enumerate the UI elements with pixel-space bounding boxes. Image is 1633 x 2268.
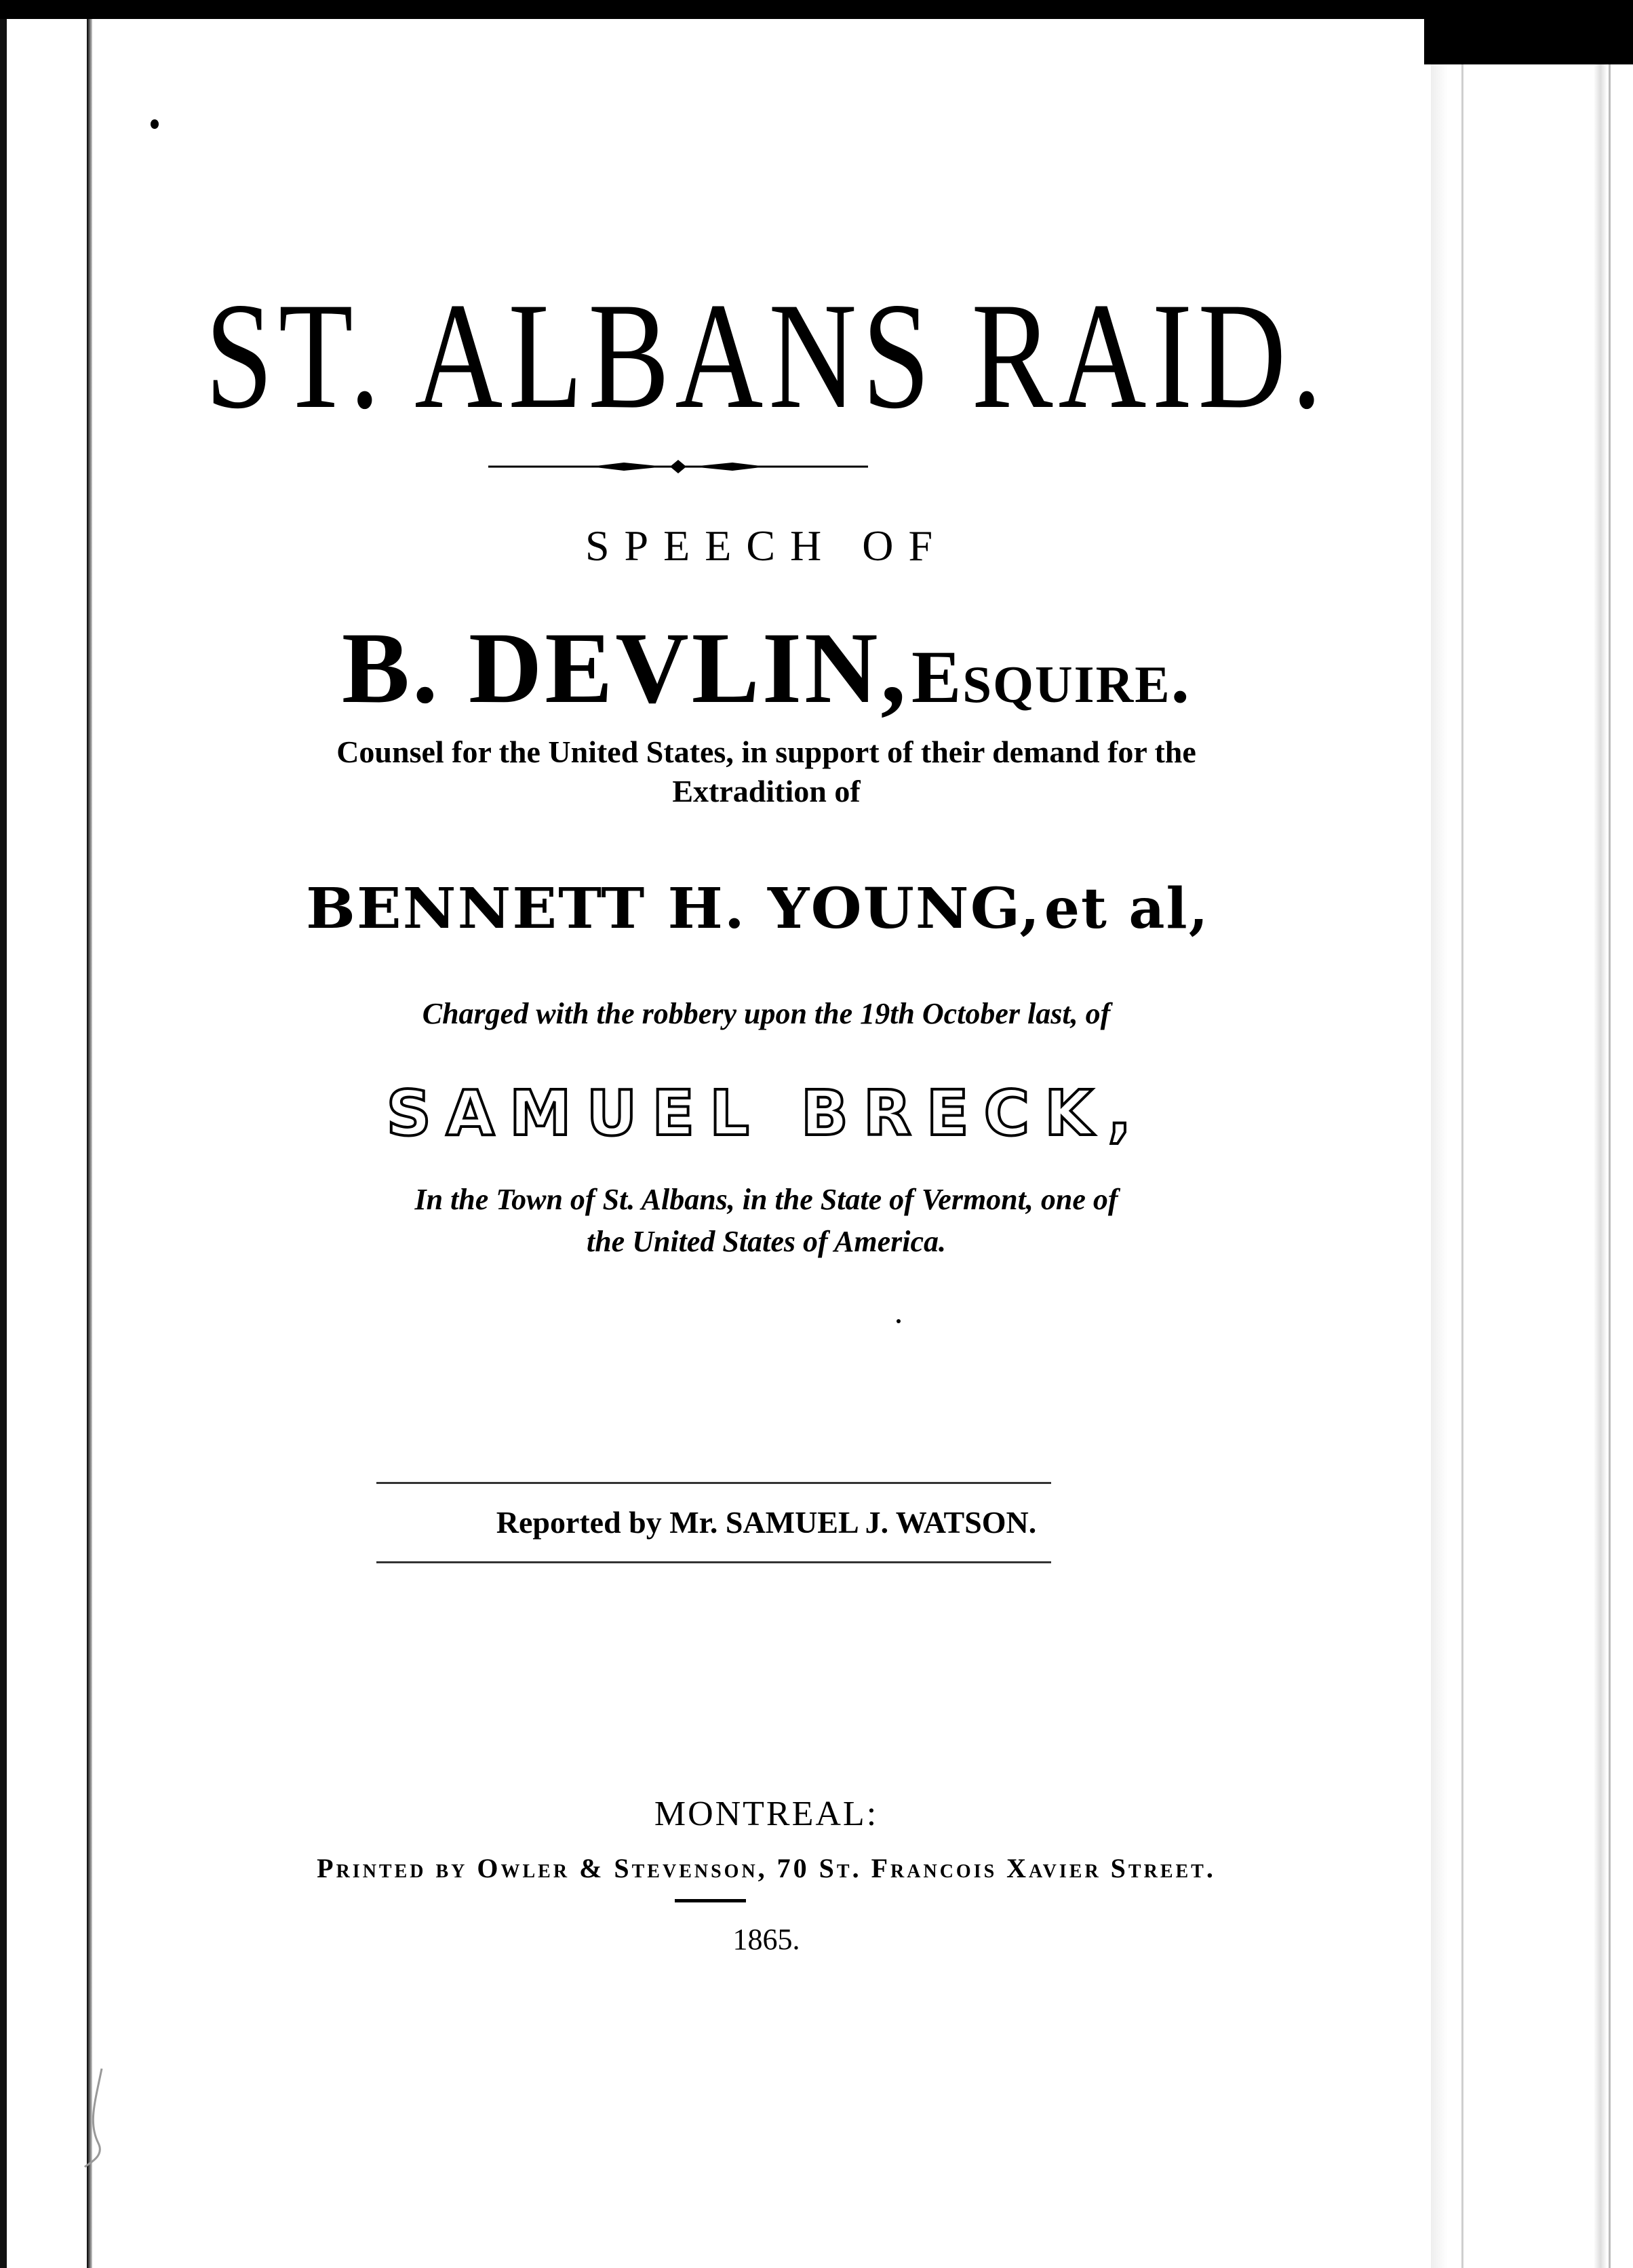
accused-suffix: et al, <box>1044 876 1210 941</box>
adjacent-page-rule <box>1461 64 1463 2268</box>
accused-line <box>122 872 1411 946</box>
scan-border-left <box>0 19 7 2268</box>
imprint-year: 1865. <box>732 1923 800 1956</box>
speaker-title: Esquire. <box>911 636 1192 718</box>
scan-border-right-top <box>1424 0 1633 64</box>
imprint-city: MONTREAL: <box>654 1795 879 1833</box>
year-rule <box>675 1899 746 1902</box>
location-line-1: In the Town of St. Albans, in the State of Vermont, one of <box>414 1183 1118 1216</box>
corner-pencil-mark <box>75 2062 129 2170</box>
location-line-2: the United States of America. <box>586 1225 947 1258</box>
scan-border-top <box>0 0 1633 19</box>
page-fold-line <box>87 19 92 2268</box>
adjacent-page-rule-outer <box>1609 64 1611 2268</box>
page-title: ST. ALBANS RAID. <box>205 271 1328 440</box>
reporter-rule-top <box>376 1482 1051 1484</box>
counsel-description <box>122 732 1411 811</box>
location-description <box>122 1179 1411 1263</box>
reporter-rule-bottom <box>376 1561 1051 1563</box>
reporter-credit: Reported by Mr. SAMUEL J. WATSON. <box>496 1505 1037 1540</box>
charge-description: Charged with the robbery upon the 19th October last, of <box>422 997 1111 1030</box>
counsel-line-1: Counsel for the United States, in support of their demand for the <box>336 735 1196 769</box>
victim-name: SAMUEL BRECK, <box>386 1077 1147 1150</box>
counsel-line-2: Extradition of <box>672 774 861 808</box>
ornament-divider <box>488 453 868 480</box>
speech-of-heading: SPEECH OF <box>585 522 948 570</box>
ink-speck <box>151 119 159 129</box>
imprint-printer: Printed by Owler & Stevenson, 70 St. Francois Xavier Street. <box>317 1853 1216 1883</box>
ink-dot <box>897 1319 901 1323</box>
speaker-name: B. DEVLIN, <box>341 612 909 724</box>
accused-name: BENNETT H. YOUNG, <box>305 876 1042 941</box>
